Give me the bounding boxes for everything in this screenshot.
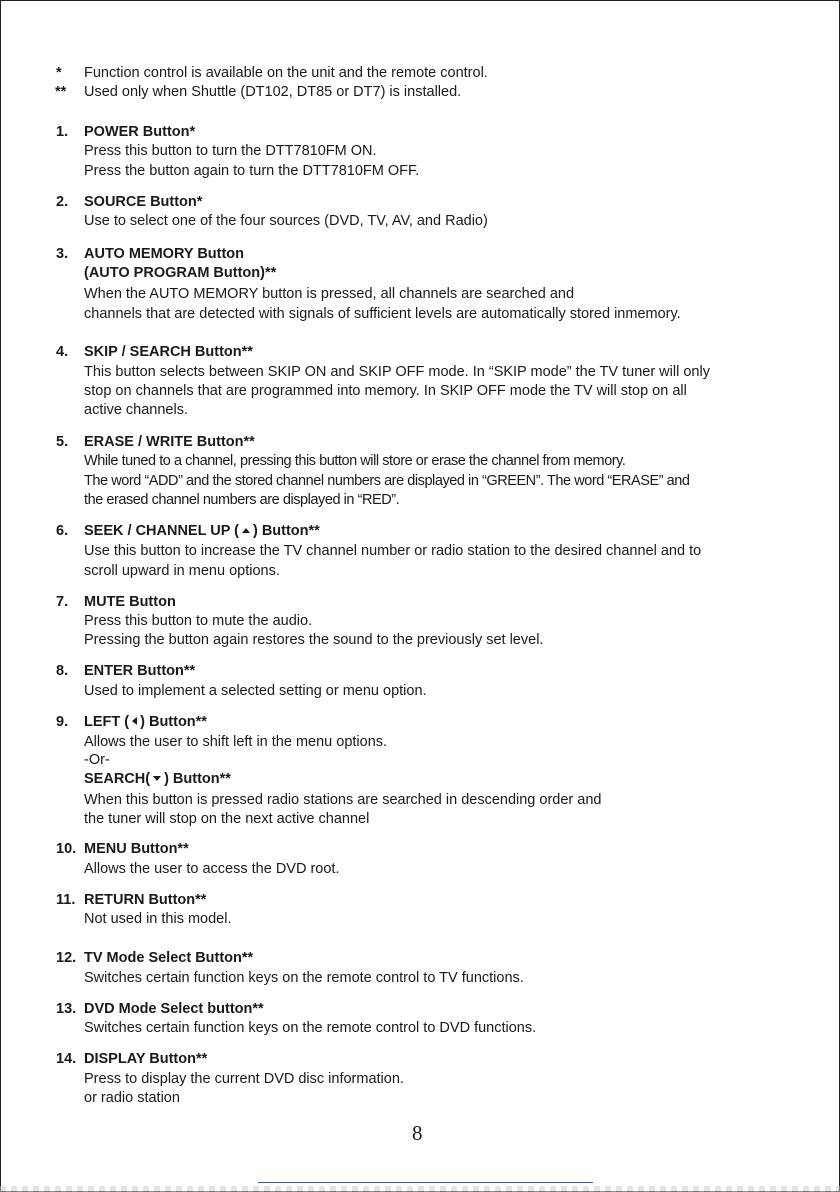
item-title-mute: MUTE Button xyxy=(84,594,176,610)
title-prefix: SEARCH( xyxy=(84,771,151,787)
item-desc: Press this button to turn the DTT7810FM ON. xyxy=(84,143,377,159)
item-number: 11. xyxy=(56,892,76,908)
item-subtitle-auto-program: (AUTO PROGRAM Button)** xyxy=(84,265,277,281)
title-prefix: SEEK / CHANNEL UP ( xyxy=(84,523,239,539)
item-number: 8. xyxy=(56,663,69,679)
item-desc: active channels. xyxy=(84,402,188,418)
item-desc: scroll upward in menu options. xyxy=(84,563,280,579)
item-title-power: POWER Button* xyxy=(84,124,196,140)
item-desc: Allows the user to shift left in the menu options. xyxy=(84,734,388,750)
item-title-enter: ENTER Button** xyxy=(84,663,196,679)
triangle-down-icon xyxy=(153,776,161,781)
title-prefix: LEFT ( xyxy=(84,714,130,730)
item-desc: Switches certain function keys on the remote control to TV functions. xyxy=(84,970,524,986)
item-title-return: RETURN Button** xyxy=(84,892,207,908)
item-desc: Allows the user to access the DVD root. xyxy=(84,861,340,877)
item-desc: The word “ADD” and the stored channel numbers are displayed in “GREEN”. The word “ERASE” and xyxy=(84,473,690,489)
item-title-display: DISPLAY Button** xyxy=(84,1051,208,1067)
item-number: 13. xyxy=(56,1001,77,1017)
item-desc: When this button is pressed radio stations are searched in descending order and xyxy=(84,792,602,808)
item-title-erase-write: ERASE / WRITE Button** xyxy=(84,434,255,450)
item-desc: Use to select one of the four sources (DVD, TV, AV, and Radio) xyxy=(84,213,488,229)
item-desc: Used to implement a selected setting or menu option. xyxy=(84,683,427,699)
title-suffix: ) Button** xyxy=(252,523,320,539)
item-title-auto-memory: AUTO MEMORY Button xyxy=(84,246,245,262)
item-desc: Pressing the button again restores the sound to the previously set level. xyxy=(84,632,544,648)
item-number: 2. xyxy=(56,194,69,210)
triangle-up-icon xyxy=(242,528,250,533)
triangle-left-icon xyxy=(132,717,137,725)
item-number: 7. xyxy=(56,594,69,610)
item-number: 4. xyxy=(56,344,69,360)
item-desc: Use this button to increase the TV channel number or radio station to the desired channel and to xyxy=(84,543,702,559)
item-number: 10. xyxy=(56,841,77,857)
title-suffix: ) Button** xyxy=(164,771,231,787)
item-number: 1. xyxy=(56,124,69,140)
item-number: 9. xyxy=(56,714,69,730)
item-desc: or radio station xyxy=(84,1090,180,1106)
item-title-left xyxy=(84,714,207,731)
item-number: 3. xyxy=(56,246,69,262)
item-number: 6. xyxy=(56,523,69,539)
item-desc: channels that are detected with signals of sufficient levels are automatically stored inmemory. xyxy=(84,306,681,322)
item-desc: This button selects between SKIP ON and SKIP OFF mode. In “SKIP mode” the TV tuner will only xyxy=(84,364,710,380)
item-desc: the erased channel numbers are displayed in “RED”. xyxy=(84,492,400,508)
item-title-menu: MENU Button** xyxy=(84,841,189,857)
item-desc: While tuned to a channel, pressing this button will store or erase the channel from memory. xyxy=(84,453,626,469)
item-desc: Switches certain function keys on the remote control to DVD functions. xyxy=(84,1020,537,1036)
item-title-search xyxy=(84,771,231,788)
bottom-scan-strip xyxy=(0,1186,840,1192)
note-double-star-mark: ** xyxy=(55,84,67,100)
note-single-star-text: Function control is available on the unit and the remote control. xyxy=(84,65,488,81)
item-desc: Press to display the current DVD disc information. xyxy=(84,1071,404,1087)
item-desc: stop on channels that are programmed into memory. In SKIP OFF mode the TV will stop on all xyxy=(84,383,687,399)
item-desc: Press the button again to turn the DTT7810FM OFF. xyxy=(84,163,420,179)
item-number: 5. xyxy=(56,434,69,450)
item-desc: When the AUTO MEMORY button is pressed, all channels are searched and xyxy=(84,286,575,302)
item-title-seek-channel-up xyxy=(84,523,320,540)
item-title-tv-mode: TV Mode Select Button** xyxy=(84,950,254,966)
item-title-source: SOURCE Button* xyxy=(84,194,203,210)
page-number: 8 xyxy=(412,1121,423,1145)
item-title-skip-search: SKIP / SEARCH Button** xyxy=(84,344,253,360)
item-title-dvd-mode: DVD Mode Select button** xyxy=(84,1001,264,1017)
title-suffix: ) Button** xyxy=(140,714,207,730)
bottom-link-underline xyxy=(258,1182,593,1183)
item-desc: Not used in this model. xyxy=(84,911,232,927)
item-number: 12. xyxy=(56,950,77,966)
item-desc: the tuner will stop on the next active channel xyxy=(84,811,370,827)
item-number: 14. xyxy=(56,1051,77,1067)
note-single-star-mark: * xyxy=(56,65,62,81)
item-desc-or: -Or- xyxy=(84,752,110,768)
item-desc: Press this button to mute the audio. xyxy=(84,613,313,629)
note-double-star-text: Used only when Shuttle (DT102, DT85 or DT7) is installed. xyxy=(84,84,462,100)
